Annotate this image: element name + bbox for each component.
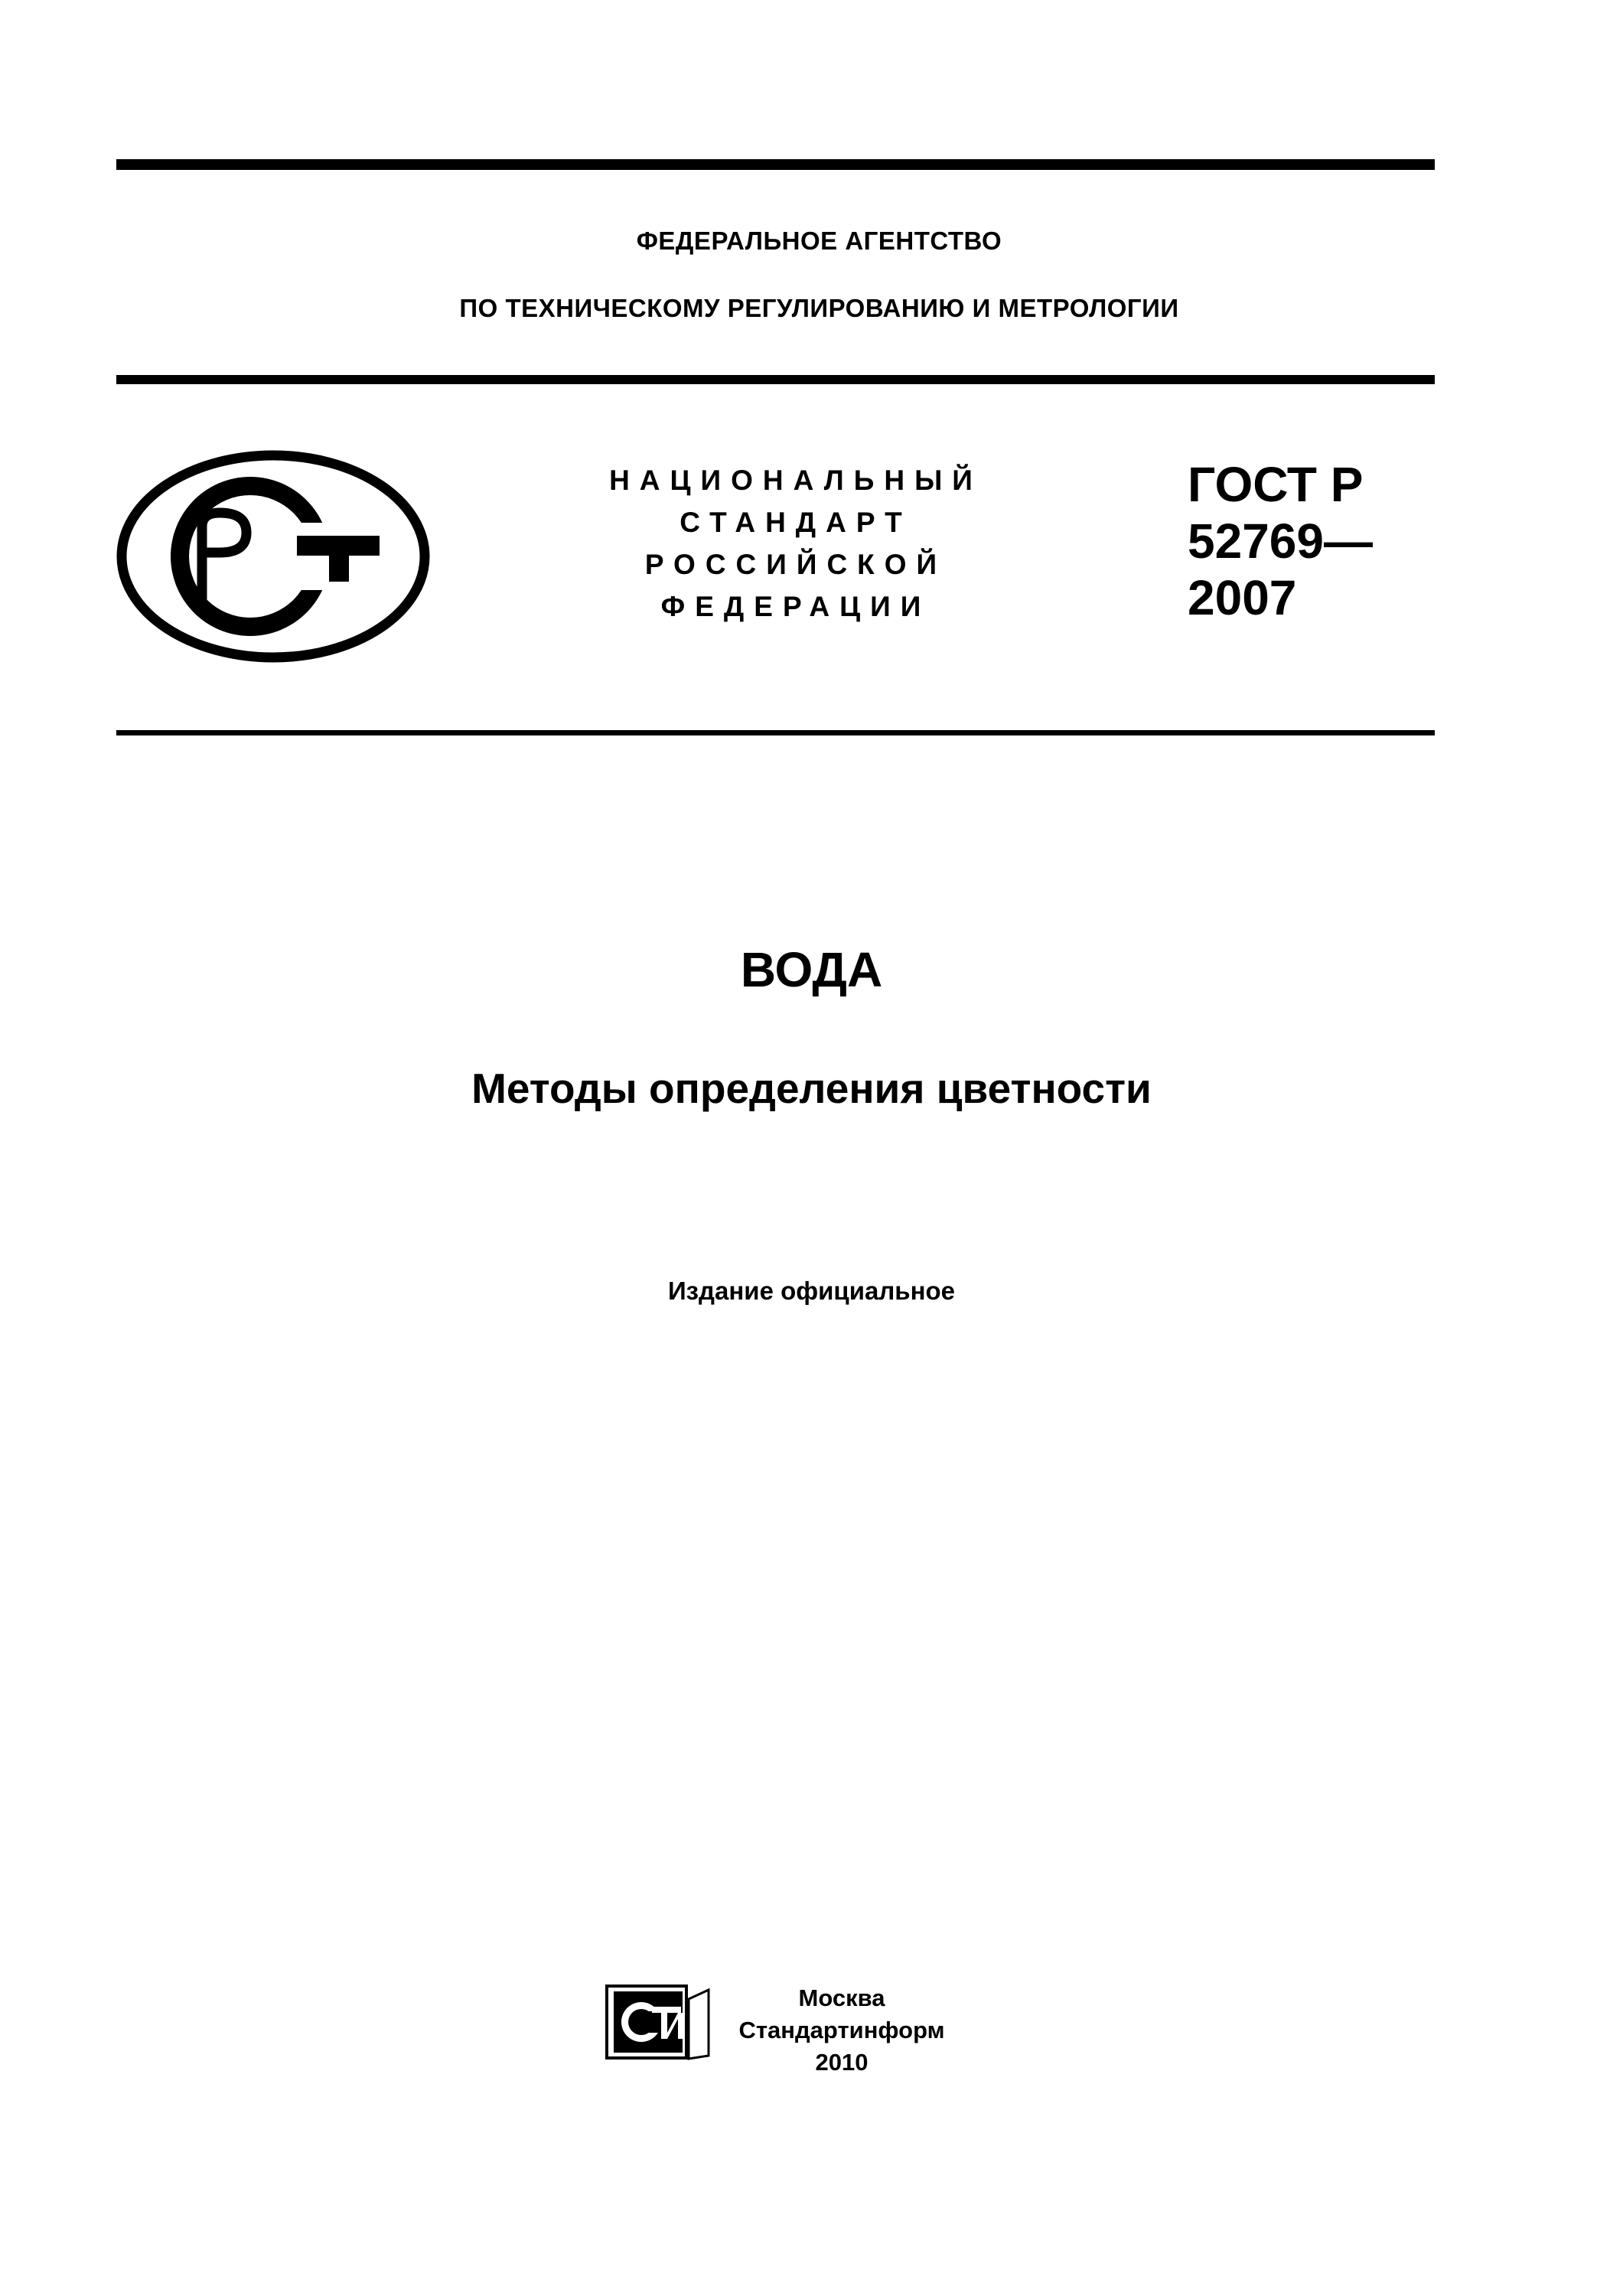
national-standard-line-1: НАЦИОНАЛЬНЫЙ — [609, 465, 983, 496]
standard-designation — [1188, 456, 1373, 626]
imprint-year: 2010 — [815, 2049, 869, 2076]
national-standard-line-3: РОССИЙСКОЙ — [644, 549, 947, 580]
designation-line-3: 2007 — [1188, 570, 1297, 625]
header-divider-rule — [116, 375, 1435, 384]
rst-certification-logo — [116, 450, 430, 663]
top-divider-rule — [116, 159, 1435, 170]
publisher-imprint — [727, 1982, 957, 2079]
national-standard-line-4: ФЕДЕРАЦИИ — [660, 591, 931, 622]
publisher-logo — [605, 1984, 712, 2060]
lower-divider-rule — [116, 730, 1435, 735]
designation-line-1: ГОСТ Р — [1188, 457, 1364, 512]
agency-name-line-2: ПО ТЕХНИЧЕСКОМУ РЕГУЛИРОВАНИЮ И МЕТРОЛОГИИ — [459, 294, 1179, 322]
national-standard-label — [459, 459, 1133, 628]
agency-name-line-1: ФЕДЕРАЛЬНОЕ АГЕНТСТВО — [636, 227, 1002, 255]
designation-line-2: 52769— — [1188, 514, 1373, 569]
edition-note: Издание официальное — [667, 1277, 956, 1305]
national-standard-line-2: СТАНДАРТ — [680, 507, 912, 538]
document-subtitle: Методы определения цветности — [471, 1065, 1152, 1112]
imprint-city: Москва — [798, 1985, 885, 2011]
document-title: ВОДА — [740, 942, 883, 997]
imprint-publisher: Стандартинформ — [738, 2017, 945, 2043]
